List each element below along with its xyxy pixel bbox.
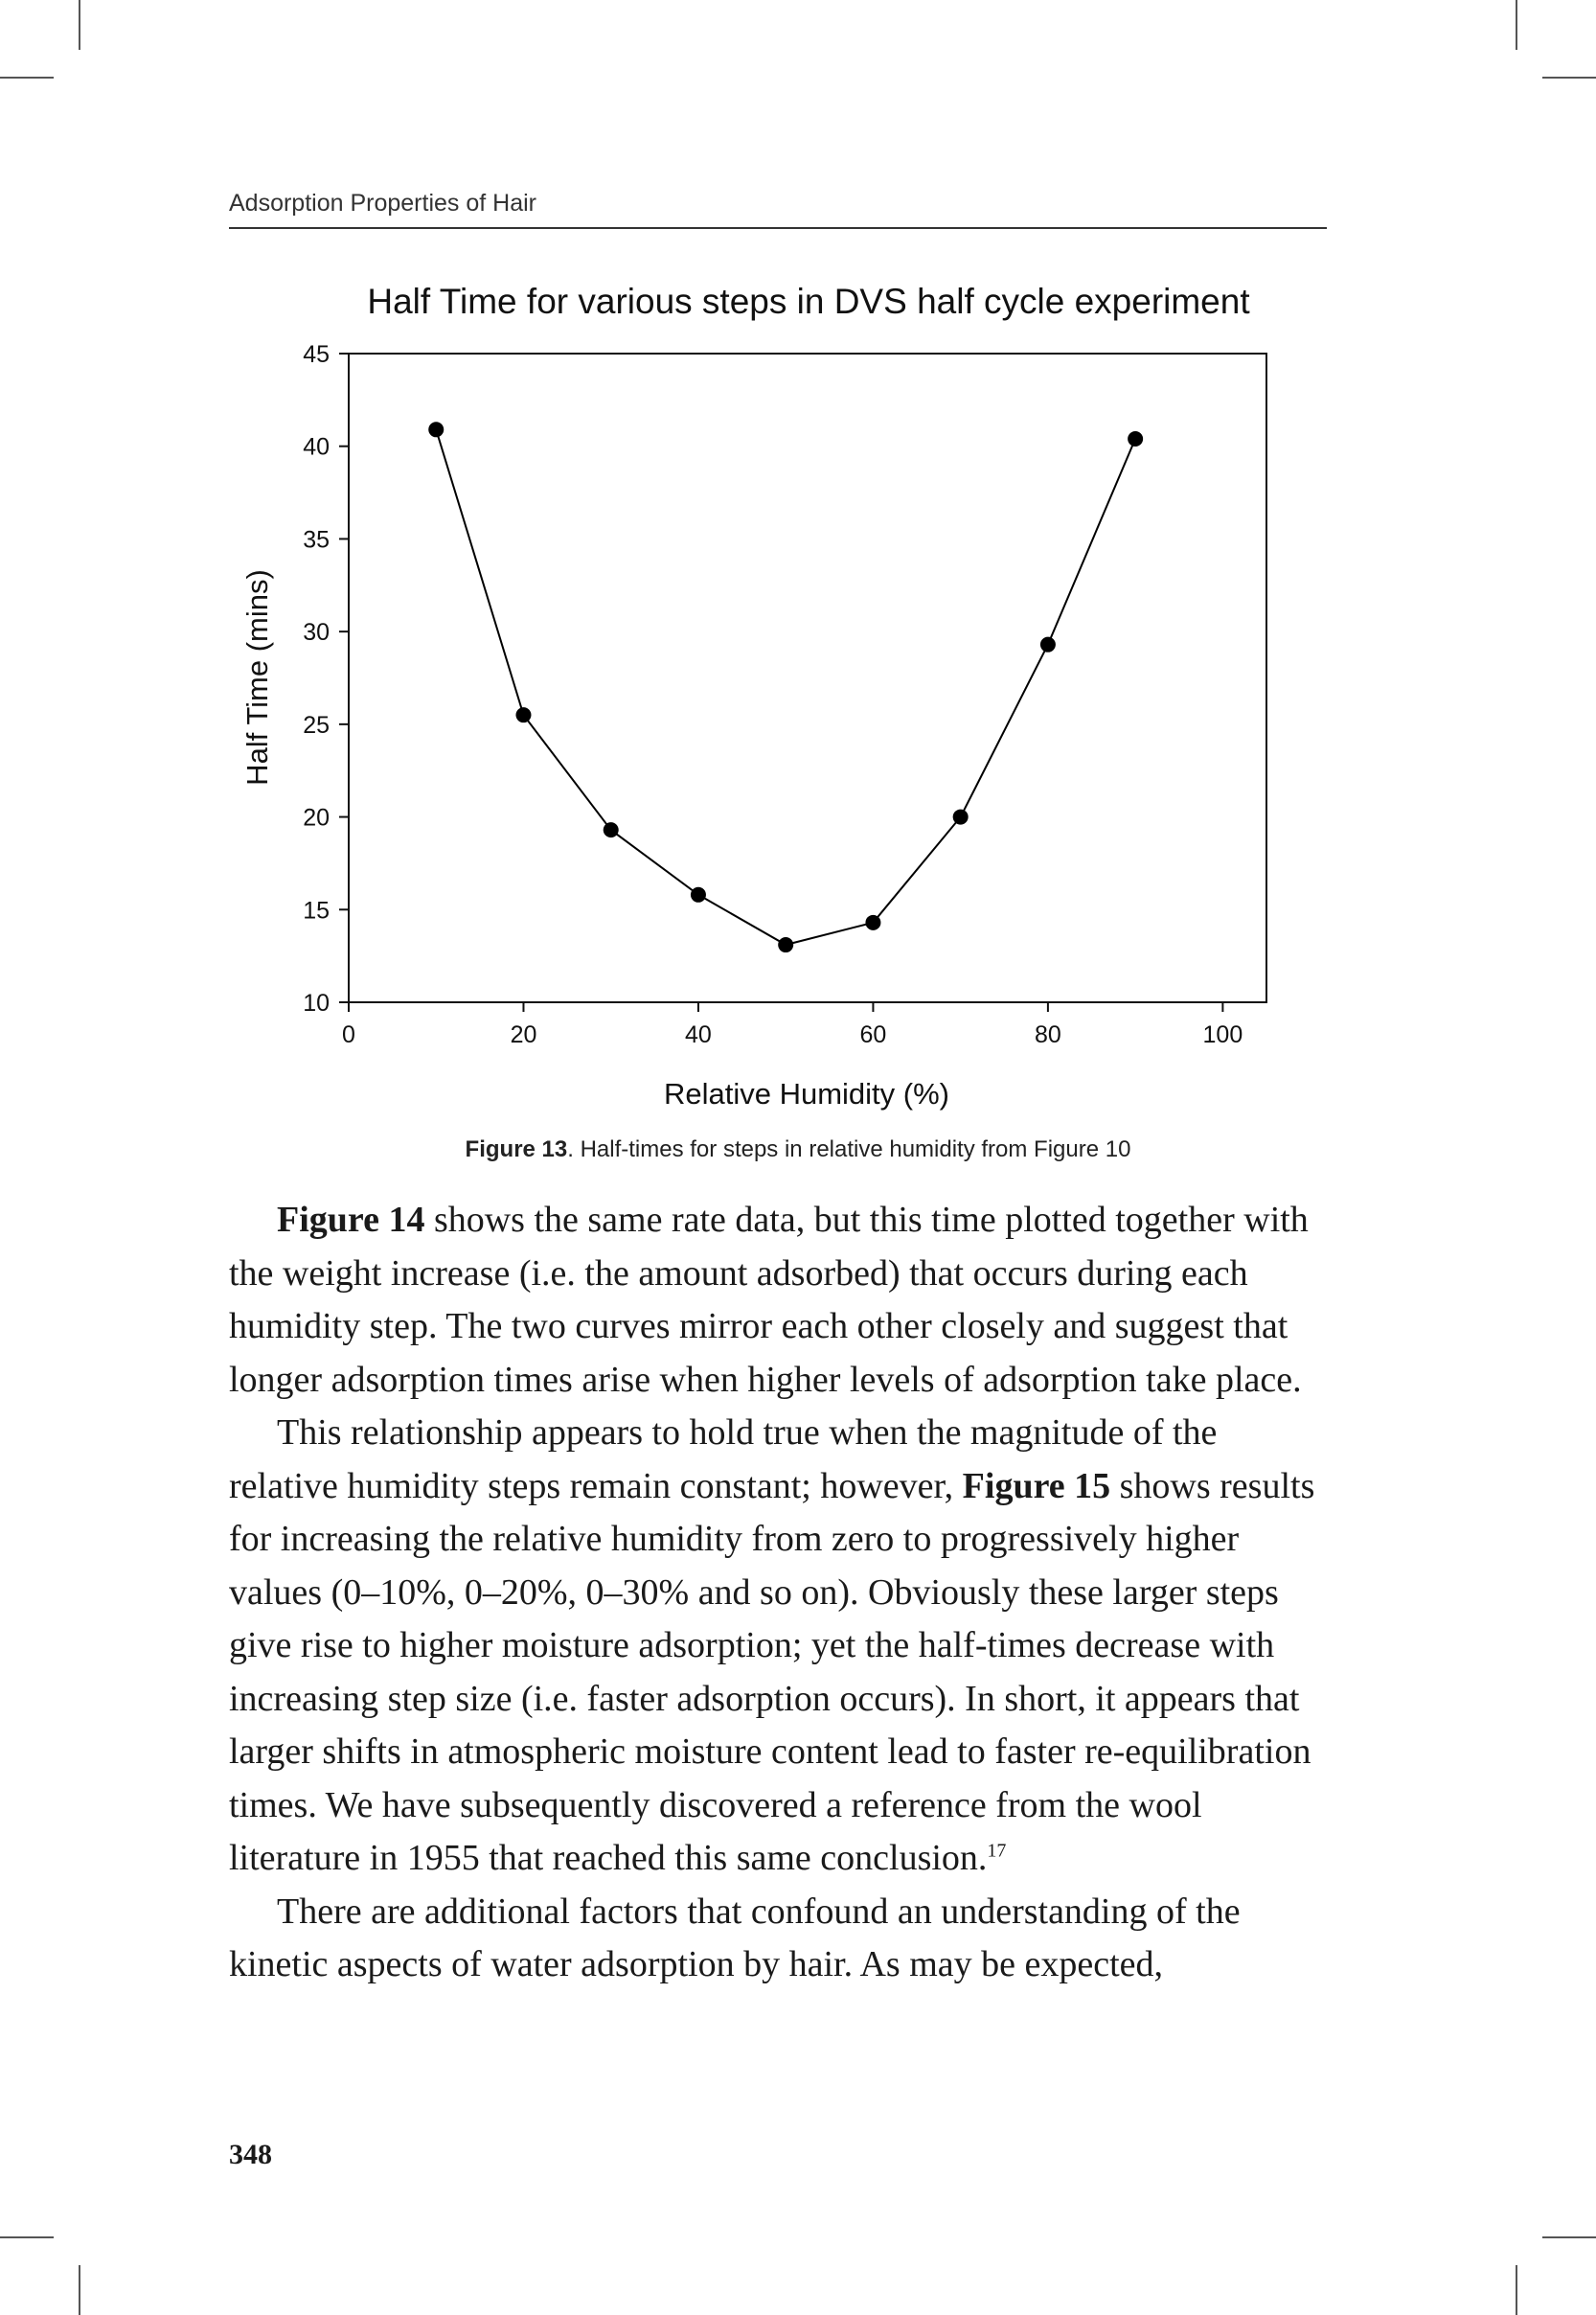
half-time-chart: [220, 259, 1322, 1121]
x-tick-label: 0: [342, 1021, 355, 1048]
y-tick-label: 30: [303, 619, 330, 647]
paragraph: [229, 1886, 1329, 1992]
running-head: Adsorption Properties of Hair: [229, 190, 1327, 229]
data-point: [1128, 431, 1143, 447]
crop-mark: [1542, 77, 1596, 79]
page-number: 348: [229, 2139, 272, 2170]
series-line: [436, 429, 1135, 945]
data-point: [778, 937, 793, 952]
y-tick-label: 15: [303, 897, 330, 925]
figure-caption: [0, 1136, 1596, 1163]
paragraph-text: shows the same rate data, but this time plotted together with the weight increase (i.e. the amount adsorbed) that occurs during each humidity step. The two curves mirror each other closely and suggest that longer adsorption times arise when higher levels of adsorption take place.: [229, 1200, 1309, 1400]
figure-reference: Figure 14: [277, 1200, 425, 1240]
figure-label: Figure 13: [465, 1136, 568, 1162]
y-tick-label: 45: [303, 341, 330, 368]
y-axis-label: Half Time (mins): [240, 569, 274, 786]
crop-mark: [0, 77, 54, 79]
paragraph-text: This relationship appears to hold true when the magnitude of the relative humidity steps remain constant; however,: [229, 1412, 1218, 1506]
x-tick-label: 80: [1034, 1021, 1061, 1048]
data-point: [1040, 637, 1056, 653]
x-tick-label: 60: [859, 1021, 887, 1048]
y-tick-label: 40: [303, 433, 330, 461]
paragraph-text: There are additional factors that confound an understanding of the kinetic aspects of water adsorption by hair. As may be expected,: [229, 1891, 1241, 1984]
data-point: [428, 422, 444, 437]
chart-title: Half Time for various steps in DVS half cycle experiment: [367, 282, 1250, 321]
y-tick-label: 35: [303, 526, 330, 554]
y-tick-label: 25: [303, 711, 330, 739]
data-point: [515, 707, 531, 722]
x-tick-label: 40: [685, 1021, 712, 1048]
paragraph-text: shows results for increasing the relative humidity from zero to progressively higher values (0–10%, 0–20%, 0–30% and so on). Obviously these larger steps give rise to higher moisture adsorption; yet the half-times decrease with increasing step size (i.e. faster adsorption occurs). In short, it appears that larger shifts in atmospheric moisture content lead to faster re-equilibration times. We have subsequently discovered a reference from the wool literature in 1955 that reached this same conclusion.: [229, 1465, 1315, 1878]
data-point: [865, 915, 880, 930]
figure-caption-text: . Half-times for steps in relative humidity from Figure 10: [567, 1136, 1131, 1162]
crop-mark: [79, 0, 80, 50]
x-tick-label: 20: [510, 1021, 537, 1048]
y-tick-label: 10: [303, 990, 330, 1017]
crop-mark: [0, 2236, 54, 2238]
paragraph: [229, 1194, 1329, 1407]
crop-mark: [79, 2265, 80, 2315]
crop-mark: [1516, 0, 1517, 50]
figure-reference: Figure 15: [962, 1465, 1111, 1506]
crop-mark: [1516, 2265, 1517, 2315]
citation-superscript: 17: [987, 1840, 1007, 1862]
paragraph: [229, 1407, 1329, 1886]
plot-frame: [349, 354, 1266, 1002]
crop-mark: [1542, 2236, 1596, 2238]
y-tick-label: 20: [303, 804, 330, 832]
data-point: [953, 810, 969, 825]
data-point: [691, 887, 706, 903]
data-point: [604, 822, 619, 837]
x-axis-label: Relative Humidity (%): [663, 1077, 950, 1111]
x-tick-label: 100: [1202, 1021, 1243, 1048]
body-text: [229, 1194, 1329, 1992]
